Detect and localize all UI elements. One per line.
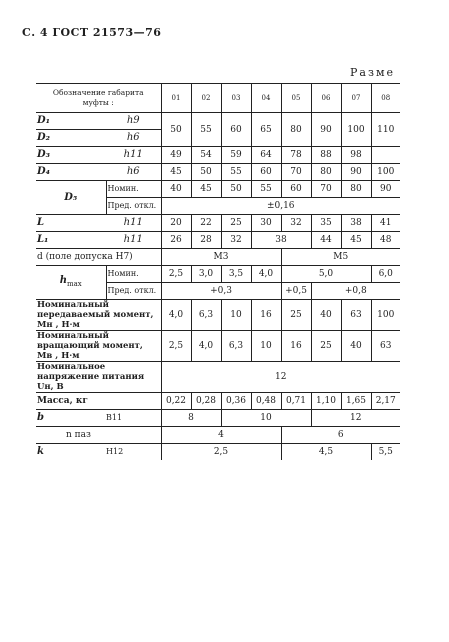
row-label: n паз	[36, 427, 161, 444]
table-row-d4	[36, 164, 400, 181]
table-cell: 60	[251, 164, 281, 181]
table-cell: 10	[221, 300, 251, 331]
designation-suffix: :	[111, 98, 114, 107]
table-cell: 50	[221, 181, 251, 198]
table-cell: 6,3	[221, 331, 251, 362]
row-label: Номинальное напряжение питания Uн, В	[36, 362, 161, 393]
row-symbol	[36, 266, 106, 300]
table-cell: 40	[341, 331, 371, 362]
table-cell: 63	[341, 300, 371, 331]
table-cell: 45	[161, 164, 191, 181]
row-symbol: b	[36, 410, 106, 427]
col-header: 07	[341, 84, 371, 113]
table-cell: 60	[281, 181, 311, 198]
table-row-n	[36, 427, 400, 444]
hmax-symbol: h	[59, 275, 67, 286]
row-symbol: D₅	[36, 181, 106, 215]
table-cell: 6,3	[191, 300, 221, 331]
row-tolerance: h6	[106, 164, 161, 181]
table-cell: 65	[251, 113, 281, 147]
table-cell: 45	[341, 232, 371, 249]
table-cell: +0,3	[161, 283, 281, 300]
table-cell: 4	[161, 427, 281, 444]
table-cell: 2,5	[161, 331, 191, 362]
table-cell: 70	[311, 181, 341, 198]
table-row-hmax-nominal	[36, 266, 400, 283]
table-cell: 98	[341, 147, 371, 164]
table-cell: ±0,16	[161, 198, 400, 215]
table-cell: 0,22	[161, 393, 191, 410]
row-symbol: L	[36, 215, 106, 232]
table-row-d1	[36, 113, 400, 130]
table-cell: 50	[161, 113, 191, 147]
row-label: d (поле допуска H7)	[36, 249, 161, 266]
table-cell: 0,28	[191, 393, 221, 410]
table-cell: 100	[371, 300, 400, 331]
table-cell: 3,0	[191, 266, 221, 283]
table-cell: 10	[251, 331, 281, 362]
designation-header	[36, 84, 161, 113]
table-cell: 20	[161, 215, 191, 232]
table-row-supply-voltage	[36, 362, 400, 393]
table-cell: 5,0	[281, 266, 371, 283]
table-cell: 35	[311, 215, 341, 232]
table-cell: 12	[311, 410, 400, 427]
table-cell: 70	[281, 164, 311, 181]
row-tolerance: B11	[106, 410, 161, 427]
row-tolerance: h9	[106, 113, 161, 130]
table-cell: +0,5	[281, 283, 311, 300]
col-header: 04	[251, 84, 281, 113]
table-cell: 6,0	[371, 266, 400, 283]
row-tolerance: h11	[106, 215, 161, 232]
table-cell: 38	[341, 215, 371, 232]
deviation-label: Пред. откл.	[106, 198, 161, 215]
designation-label: Обозначение габарита муфты	[52, 88, 144, 107]
table-cell: 55	[251, 181, 281, 198]
table-cell: 80	[341, 181, 371, 198]
table-cell: 40	[161, 181, 191, 198]
table-cell: 0,71	[281, 393, 311, 410]
table-cell: M5	[281, 249, 400, 266]
table-cell: 4,0	[161, 300, 191, 331]
row-tolerance: h11	[106, 232, 161, 249]
table-row-rated-transmitted-torque	[36, 300, 400, 331]
table-header-row	[36, 84, 400, 113]
table-cell: 26	[161, 232, 191, 249]
row-tolerance: H12	[106, 447, 124, 456]
col-header: 06	[311, 84, 341, 113]
table-row-k	[36, 444, 400, 461]
row-symbol: D₂	[36, 130, 106, 147]
row-label: Масса, кг	[36, 393, 161, 410]
table-cell: 2,5	[161, 266, 191, 283]
row-symbol: D₁	[36, 113, 106, 130]
table-cell: 4,5	[281, 444, 371, 461]
table-cell: 40	[311, 300, 341, 331]
nominal-label: Номин.	[106, 266, 161, 283]
table-cell: 80	[281, 113, 311, 147]
row-tolerance: h6	[106, 130, 161, 147]
nominal-label: Номин.	[106, 181, 161, 198]
table-row-mass	[36, 393, 400, 410]
dimensions-table	[36, 83, 400, 460]
deviation-label: Пред. откл.	[106, 283, 161, 300]
col-header: 08	[371, 84, 400, 113]
row-symbol: D₄	[36, 164, 106, 181]
table-cell: 54	[191, 147, 221, 164]
col-header: 02	[191, 84, 221, 113]
table-cell: 45	[191, 181, 221, 198]
table-cell: 3,5	[221, 266, 251, 283]
table-cell: 16	[281, 331, 311, 362]
table-cell: 1,65	[341, 393, 371, 410]
row-symbol: L₁	[36, 232, 106, 249]
table-cell: 32	[221, 232, 251, 249]
table-row-l1	[36, 232, 400, 249]
table-cell: 63	[371, 331, 400, 362]
table-cell: 4,0	[191, 331, 221, 362]
table-cell: 78	[281, 147, 311, 164]
table-cell: 10	[221, 410, 311, 427]
table-cell: 38	[251, 232, 311, 249]
table-cell: 100	[371, 164, 400, 181]
page-header: С. 4 ГОСТ 21573—76	[22, 26, 162, 39]
table-cell: 2,17	[371, 393, 400, 410]
table-cell: 90	[341, 164, 371, 181]
table-cell: 55	[191, 113, 221, 147]
row-symbol: k	[37, 446, 44, 457]
table-cell: 5,5	[371, 444, 400, 461]
table-row-l	[36, 215, 400, 232]
col-header: 01	[161, 84, 191, 113]
table-cell: 28	[191, 232, 221, 249]
table-cell: 41	[371, 215, 400, 232]
table-cell: 110	[371, 113, 400, 147]
row-label: Номинальный передаваемый момент, Mн , Н·м	[36, 300, 161, 331]
table-cell: 25	[281, 300, 311, 331]
table-cell: 30	[251, 215, 281, 232]
table-row-rated-rotating-torque	[36, 331, 400, 362]
hmax-subscript: max	[67, 280, 82, 288]
table-cell: 2,5	[161, 444, 281, 461]
table-cell: 60	[221, 113, 251, 147]
table-cell: 1,10	[311, 393, 341, 410]
table-cell: 55	[221, 164, 251, 181]
table-cell: 25	[221, 215, 251, 232]
table-row-d3	[36, 147, 400, 164]
col-header: 03	[221, 84, 251, 113]
table-row-d	[36, 249, 400, 266]
table-cell: 90	[311, 113, 341, 147]
table-cell: 6	[281, 427, 400, 444]
table-cell-empty	[371, 147, 400, 164]
table-cell: 64	[251, 147, 281, 164]
table-cell: 4,0	[251, 266, 281, 283]
row-symbol: D₃	[36, 147, 106, 164]
row-tolerance: h11	[106, 147, 161, 164]
section-title: Разме	[350, 66, 396, 79]
col-header: 05	[281, 84, 311, 113]
table-cell: 22	[191, 215, 221, 232]
table-cell: 90	[371, 181, 400, 198]
table-cell: 25	[311, 331, 341, 362]
table-cell: 59	[221, 147, 251, 164]
table-cell: 49	[161, 147, 191, 164]
table-cell: 50	[191, 164, 221, 181]
table-cell: 0,48	[251, 393, 281, 410]
table-row-d5-nominal	[36, 181, 400, 198]
table-cell: 0,36	[221, 393, 251, 410]
table-cell: +0,8	[311, 283, 400, 300]
table-cell: 80	[311, 164, 341, 181]
table-cell: 32	[281, 215, 311, 232]
table-cell: 12	[161, 362, 400, 393]
table-row-b	[36, 410, 400, 427]
table-cell: 100	[341, 113, 371, 147]
table-cell: 48	[371, 232, 400, 249]
table-cell: 8	[161, 410, 221, 427]
table-cell: 88	[311, 147, 341, 164]
table-cell: 16	[251, 300, 281, 331]
row-label: Номинальный вращающий момент, Mв , Н·м	[36, 331, 161, 362]
table-cell: M3	[161, 249, 281, 266]
table-cell: 44	[311, 232, 341, 249]
